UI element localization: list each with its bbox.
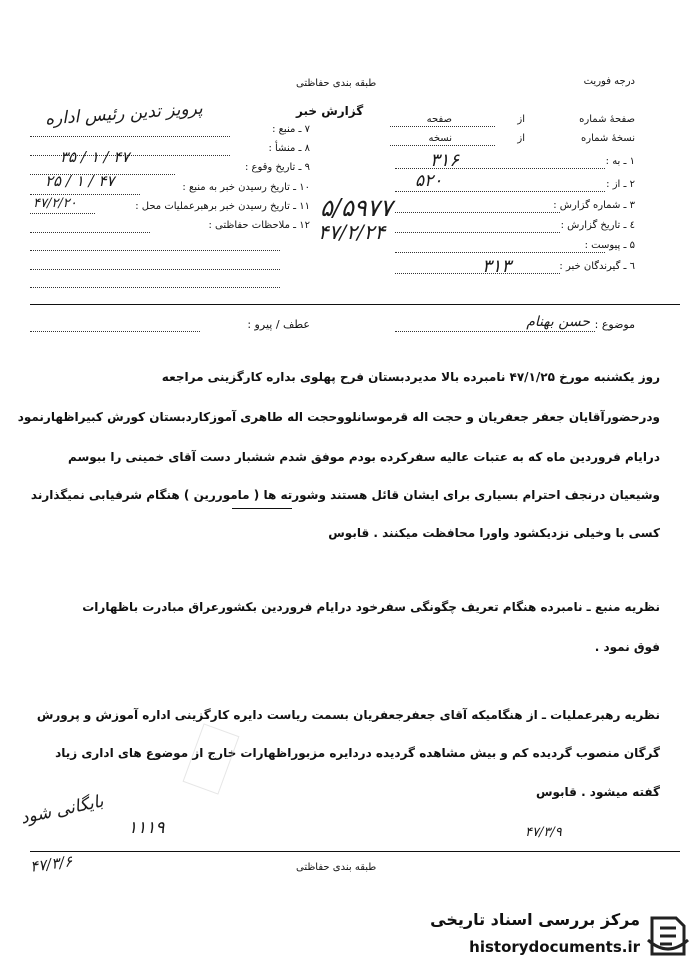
handwritten-report-no: ۵/۵۹۷۷ bbox=[320, 194, 393, 222]
margin-note: بایگانی شود bbox=[18, 791, 106, 829]
subject-label: موضوع : bbox=[594, 318, 635, 331]
page-number-line bbox=[390, 126, 495, 127]
handwritten-source: پرویز تدین رئیس اداره bbox=[44, 98, 204, 130]
field-6-line bbox=[395, 273, 560, 274]
divider-bottom bbox=[30, 851, 680, 852]
body-line-10: گفته میشود . قابوس bbox=[535, 785, 660, 799]
reference-label: عطف / پیرو : bbox=[247, 318, 310, 331]
handwritten-recipients: ۳۱۳ bbox=[482, 256, 512, 277]
underline-mark bbox=[232, 508, 292, 509]
faint-stamp bbox=[183, 723, 240, 794]
field-3-line bbox=[395, 212, 560, 213]
field-7-line bbox=[30, 136, 230, 137]
field-12-remarks: ۱۲ ـ ملاحظات حفاظتی : bbox=[208, 220, 310, 231]
field-8-origin: ۸ ـ منشأ : bbox=[268, 143, 310, 154]
urgency-label: درجه فوریت bbox=[583, 76, 635, 87]
field-3-report-no: ۳ ـ شماره گزارش : bbox=[553, 200, 635, 211]
handwritten-occur-date: ۳۵ / ۱ / ۴۷ bbox=[60, 148, 130, 166]
body-line-2: ودرحضورآقایان جعفر جعفریان و حجت اله قرموسانلووحجت اله طاهری آموزکاردبستان کورش کبیراظهارنمود bbox=[17, 410, 660, 424]
field-5-line bbox=[395, 252, 605, 253]
classification-top: طبقه بندی حفاظتی bbox=[296, 78, 377, 89]
handwritten-from: ۵۲۰ bbox=[415, 171, 443, 191]
body-line-9: گرگان منصوب گردیده کم و بیش مشاهده گردیده دردایره مزبوراظهارات خارج از موضوع های اداری زیاد bbox=[55, 746, 660, 760]
classification-bottom: طبقه بندی حفاظتی bbox=[296, 862, 377, 873]
field-5-attachment: ۵ ـ پیوست : bbox=[584, 240, 635, 251]
reference-line bbox=[30, 331, 200, 332]
handwritten-report-date: ۴۷/۲/۲۴ bbox=[318, 220, 386, 244]
copy-unit-label: نسخه bbox=[428, 133, 452, 144]
field-4-report-date: ٤ ـ تاریخ گزارش : bbox=[560, 220, 635, 231]
subject-line bbox=[395, 331, 595, 332]
body-line-5: کسی با وخیلی نزدیکشود واورا محافظت میکنند . قابوس bbox=[328, 526, 660, 540]
body-line-8: نظریه رهبرعملیات ـ از هنگامیکه آقای جعفرجعفریان بسمت ریاست دایره کارگزینی اداره آموزش و پرورش bbox=[36, 708, 660, 722]
field-7-source: ۷ ـ منبع : bbox=[272, 124, 310, 135]
extra-line-2 bbox=[30, 269, 280, 270]
field-11-line bbox=[30, 213, 95, 214]
margin-date: ۴۷/۳/۶ bbox=[28, 852, 74, 876]
body-line-1: روز یکشنبه مورخ ۴۷/۱/۲۵ نامبرده بالا مدیردبستان فرح پهلوی بداره کارگزینی مراجعه bbox=[161, 370, 660, 384]
bottom-signature-date: ۴۷/۳/۹ bbox=[525, 825, 562, 840]
copy-number-label: نسخهٔ شماره bbox=[581, 133, 635, 144]
watermark-url: historydocuments.ir bbox=[469, 938, 640, 956]
handwritten-receive-date: ۲۵ / ۱ / ۴۷ bbox=[45, 172, 115, 190]
archive-logo-icon bbox=[646, 914, 690, 958]
field-9-occur-date: ۹ ـ تاریخ وقوع : bbox=[244, 162, 310, 173]
body-line-7: فوق نمود . bbox=[594, 640, 660, 654]
page-of-label: از bbox=[517, 114, 525, 125]
page-number-label: صفحهٔ شماره bbox=[579, 114, 635, 125]
field-2-line bbox=[395, 191, 605, 192]
body-line-6: نظریه منبع ـ نامبرده هنگام تعریف چگونگی سفرخود درایام فروردین بکشورعراق مبادرت باظهارات bbox=[82, 600, 660, 614]
field-11-ops-date: ۱۱ ـ تاریخ رسیدن خبر برهبرعملیات محل : bbox=[135, 201, 310, 212]
report-title: گزارش خبر bbox=[296, 104, 364, 118]
extra-line-1 bbox=[30, 250, 280, 251]
copy-of-label: از bbox=[517, 133, 525, 144]
body-line-3: درایام فروردین ماه که به عتبات عالیه سفرکرده بودم موفق شدم ششبار دست آقای خمینی را ببوسم bbox=[68, 450, 660, 464]
field-6-recipients: ٦ ـ گیرندگان خبر : bbox=[559, 261, 635, 272]
page-unit-label: صفحه bbox=[426, 114, 452, 125]
watermark-title: مرکز بررسی اسناد تاریخی bbox=[430, 910, 640, 929]
field-1-line bbox=[395, 168, 605, 169]
copy-number-line bbox=[390, 145, 495, 146]
handwritten-to: ۳۱۶ bbox=[430, 150, 460, 171]
watermark bbox=[390, 910, 690, 968]
field-1-to: ۱ ـ به : bbox=[605, 156, 635, 167]
field-12-line bbox=[30, 232, 150, 233]
field-10-line bbox=[30, 194, 140, 195]
handwritten-ops-date: ۴۷/۲/۲۰ bbox=[33, 196, 77, 211]
bottom-number: ۱۱۱۹ bbox=[128, 818, 165, 838]
body-line-4: وشیعیان درنجف احترام بسیاری برای ایشان قائل هستند وشورته ها ( ماموررین ) هنگام شرفیابی نمیگذارند bbox=[30, 488, 660, 502]
field-10-receive-date: ۱۰ ـ تاریخ رسیدن خبر به منبع : bbox=[182, 182, 310, 193]
divider-top bbox=[30, 304, 680, 305]
field-2-from: ۲ ـ از : bbox=[606, 179, 635, 190]
subject-value: حسن بهنام bbox=[526, 314, 590, 330]
extra-line-3 bbox=[30, 287, 280, 288]
field-4-line bbox=[395, 232, 560, 233]
